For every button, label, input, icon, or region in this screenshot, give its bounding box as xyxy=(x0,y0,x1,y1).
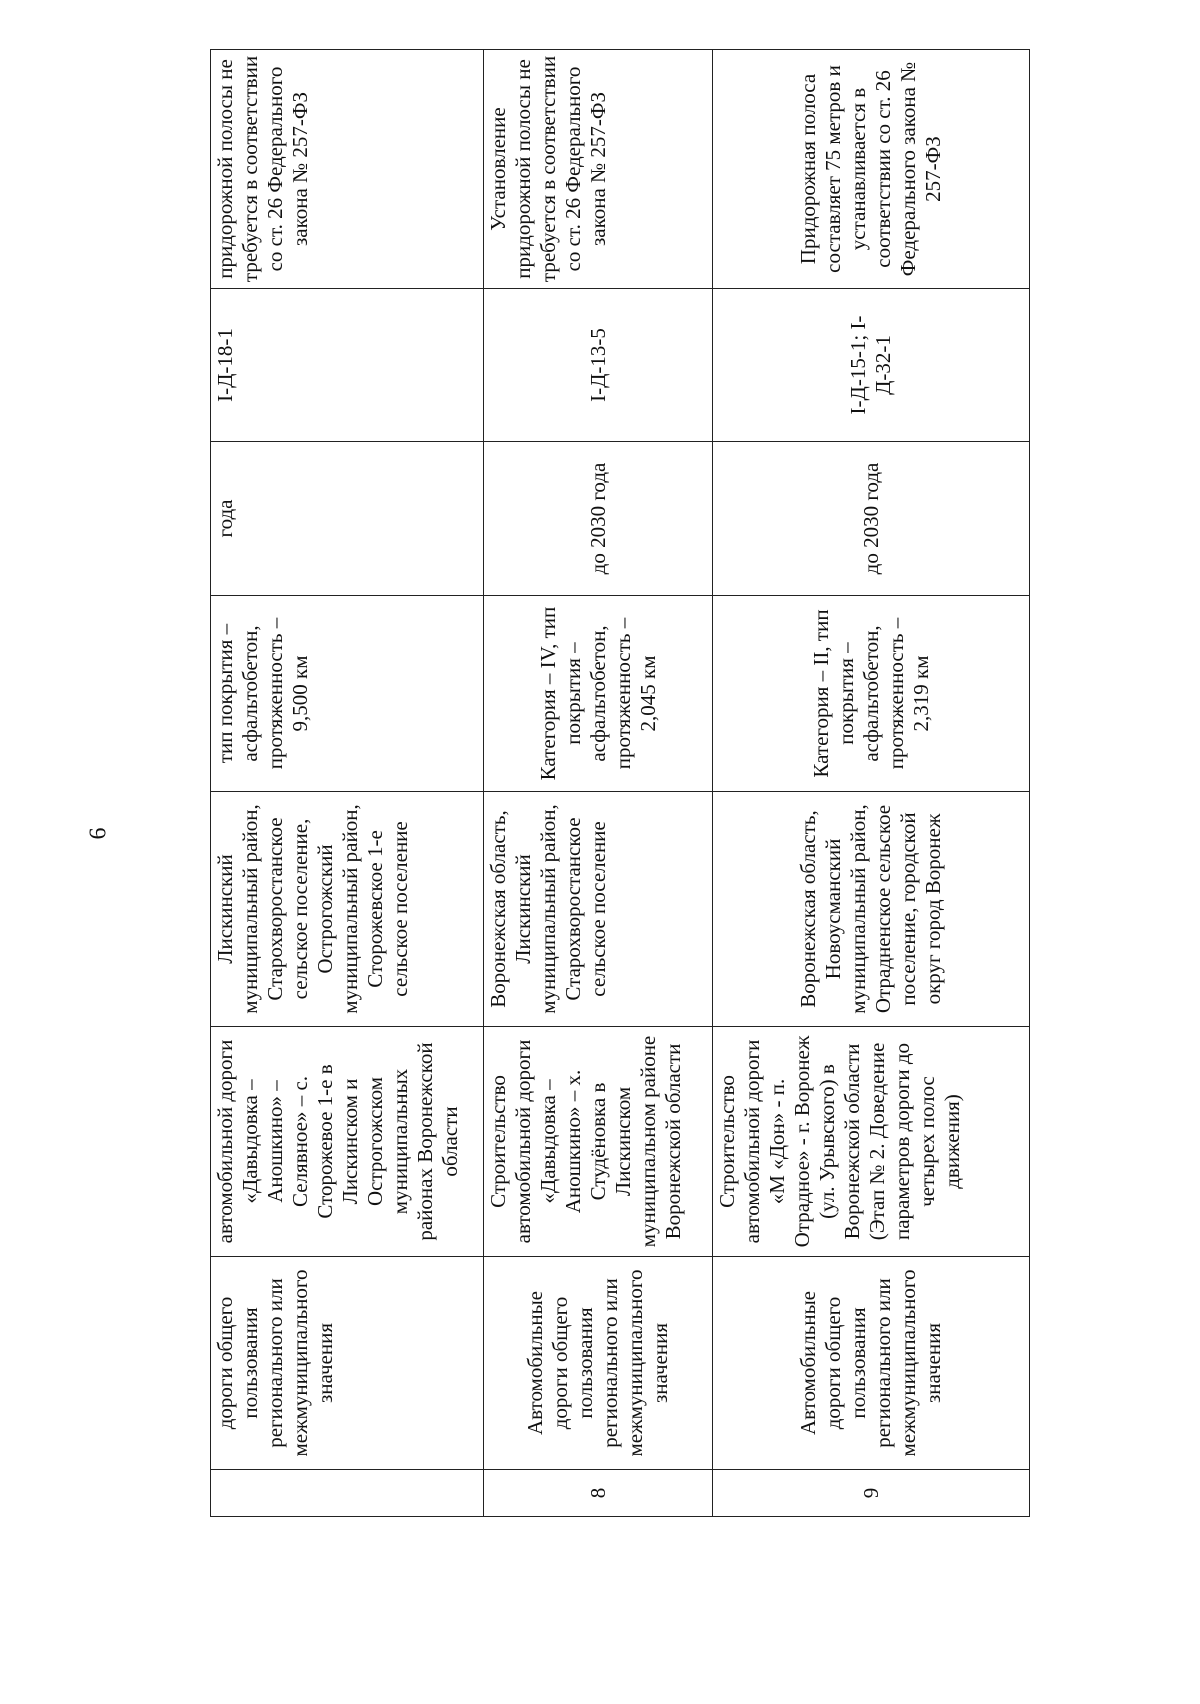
location-cell: Лискинский муниципальный район, Старохворостанское сельское поселение, Острогожский муниципальный район, Сторожевское 1-е сельское поселение xyxy=(211,792,484,1027)
table-row xyxy=(211,50,484,1517)
row-number-cell xyxy=(211,1470,484,1517)
characteristics-cell: Категория – IV, тип покрытия – асфальтобетон, протяженность – 2,045 км xyxy=(484,596,713,792)
object-name-cell: автомобильной дороги «Давыдовка – Аношкино» – Селявное» – с. Сторожевое 1-е в Лискинском и Острогожском муниципальных районах Воронежской области xyxy=(211,1027,484,1257)
code-cell: I-Д-15-1; I-Д-32-1 xyxy=(713,289,1030,442)
deadline-cell: года xyxy=(211,442,484,596)
object-type-cell: дороги общего пользования регионального или межмуниципального значения xyxy=(211,1257,484,1470)
code-cell: I-Д-18-1 xyxy=(211,289,484,442)
roads-table-container xyxy=(210,50,1020,1517)
row-number-cell: 8 xyxy=(484,1470,713,1517)
table-row xyxy=(484,50,713,1517)
location-cell: Воронежская область, Новоусманский муниципальный район, Отрадненское сельское поселение, городской округ город Воронеж xyxy=(713,792,1030,1027)
characteristics-cell: Категория – II, тип покрытия – асфальтобетон, протяженность – 2,319 км xyxy=(713,596,1030,792)
zone-cell: Придорожная полоса составляет 75 метров и устанавливается в соответствии со ст. 26 Федерального закона № 257-ФЗ xyxy=(713,50,1030,289)
object-name-cell: Строительство автомобильной дороги «Давыдовка – Аношкино» – х. Студёновка в Лискинском муниципальном районе Воронежской области xyxy=(484,1027,713,1257)
code-cell: I-Д-13-5 xyxy=(484,289,713,442)
characteristics-cell: тип покрытия – асфальтобетон, протяженность – 9,500 км xyxy=(211,596,484,792)
deadline-cell: до 2030 года xyxy=(484,442,713,596)
zone-cell: Установление придорожной полосы не требуется в соответствии со ст. 26 Федерального закона № 257-ФЗ xyxy=(484,50,713,289)
table-row xyxy=(713,50,1030,1517)
row-number-cell: 9 xyxy=(713,1470,1030,1517)
object-name-cell: Строительство автомобильной дороги «М «Дон» - п. Отрадное» - г. Воронеж (ул. Урывского) в Воронежской области (Этап № 2. Доведение параметров дороги до четырех полос движения) xyxy=(713,1027,1030,1257)
page-number: 6 xyxy=(85,827,112,840)
object-type-cell: Автомобильные дороги общего пользования регионального или межмуниципального значения xyxy=(713,1257,1030,1470)
zone-cell: придорожной полосы не требуется в соответствии со ст. 26 Федерального закона № 257-ФЗ xyxy=(211,50,484,289)
roads-table xyxy=(210,49,1030,1517)
deadline-cell: до 2030 года xyxy=(713,442,1030,596)
location-cell: Воронежская область, Лискинский муниципальный район, Старохворостанское сельское поселение xyxy=(484,792,713,1027)
object-type-cell: Автомобильные дороги общего пользования регионального или межмуниципального значения xyxy=(484,1257,713,1470)
